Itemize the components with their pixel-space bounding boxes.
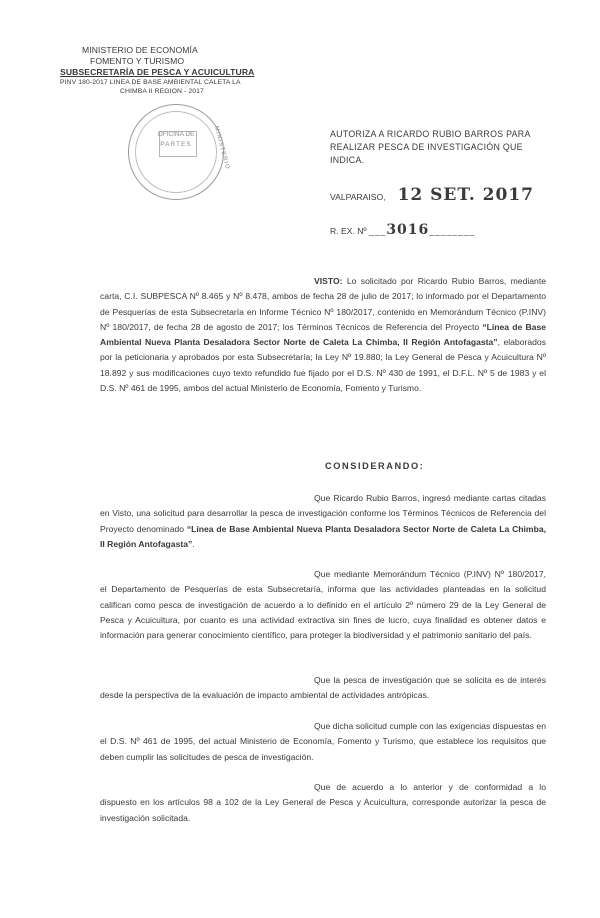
- date-label: VALPARAISO,: [330, 192, 386, 202]
- letterhead: [60, 45, 254, 96]
- considerando-4: Que dicha solicitud cumple con las exigencias dispuestas en el D.S. Nº 461 de 1995, del actual Ministerio de Economía, Fomento y Turismo, que establece los requisitos que deben cumplir las solicitudes de pesca de investigación.: [100, 721, 546, 762]
- subsecretaria-name: SUBSECRETARÍA DE PESCA Y ACUICULTURA: [60, 67, 255, 77]
- considerando-heading: CONSIDERANDO:: [325, 461, 425, 471]
- visto-text-after: , elaborados por la peticionaria y aprobados por esta Subsecretaría; la Ley Nº 19.880; la Ley General de Pesca y Acuicultura Nº 18.892 y sus modificaciones cuyo texto refundido fue fijado por el D.S. Nº 430 de 1991, el D.F.L. Nº 5 de 1983 y el D.S. Nº 461 de 1995, ambos del actual Ministerio de Economía, Fomento y Turismo.: [100, 337, 546, 394]
- considerando-1-project: “Línea de Base Ambiental Nueva Planta Desaladora Sector Norte de Caleta La Chimba, II Región Antofagasta”: [100, 523, 546, 549]
- considerando-5: Que de acuerdo a lo anterior y de conformidad a lo dispuesto en los artículos 98 a 102 de la Ley General de Pesca y Acuicultura, corresponde autorizar la pesca de investigación solicitada.: [100, 782, 546, 823]
- rex-label: R. EX. Nº: [330, 226, 367, 236]
- considerando-1: [100, 491, 546, 552]
- resolution-date: [330, 185, 534, 205]
- considerando-3: Que la pesca de investigación que se solicita es de interés desde la perspectiva de la evaluación de impacto ambiental de actividades antrópicas.: [100, 675, 546, 701]
- office-stamp: [128, 104, 231, 200]
- visto-paragraph: [100, 274, 546, 396]
- stamp-text-bottom: PARTES: [160, 141, 192, 148]
- considerando-2: Que mediante Memorándum Técnico (P.INV) Nº 180/2017, el Departamento de Pesquerías de esta Subsecretaría, informa que las actividades planteadas en la solicitud califican como pesca de investigación de acuerdo a lo definido en el artículo 2º número 29 de la Ley General de Pesca y Acuicultura, por cuanto es una actividad extractiva sin fines de lucro, cuya finalidad es obtener datos e información para generar conocimiento científico, para proteger la biodiversidad y el patrimonio sanitario del país.: [100, 569, 546, 641]
- rex-number: 3016: [386, 222, 430, 238]
- stamp-rim-text: MINISTERIO: [212, 125, 231, 171]
- reference-line-2: CHIMBA II REGION - 2017: [120, 88, 204, 95]
- visto-project-name: “Línea de Base Ambiental Nueva Planta Desaladora Sector Norte de Caleta La Chimba, II Región Antofagasta”: [100, 321, 547, 348]
- reference-line-1: PINV 180-2017 LINEA DE BASE AMBIENTAL CALETA LA: [60, 79, 241, 86]
- date-value: 12 SET. 2017: [397, 185, 534, 205]
- ministry-name: MINISTERIO DE ECONOMÍA: [82, 45, 198, 55]
- visto-text-before: Lo solicitado por Ricardo Rubio Barros, mediante carta, C.I. SUBPESCA Nº 8.465 y Nº 8.478, ambos de fecha 28 de julio de 2017; lo informado por el Departamento de Pesquerías de esta Subsecretaría en Informe Técnico Nº 180/2017, contenido en Memorándum Técnico (P.INV) Nº 180/2017, de fecha 28 de agosto de 2017; los Términos Técnicos de Referencia del Proyecto: [100, 276, 547, 332]
- considerando-1-before: Que Ricardo Rubio Barros, ingresó mediante cartas citadas en Visto, una solicitud para desarrollar la pesca de investigación conforme los Términos Técnicos de Referencia del Proyecto denominado: [100, 493, 546, 534]
- resolution-summary: AUTORIZA A RICARDO RUBIO BARROS PARA REALIZAR PESCA DE INVESTIGACIÓN QUE INDICA.: [330, 129, 531, 165]
- ministry-subtitle: FOMENTO Y TURISMO: [90, 56, 185, 66]
- stamp-text-top: OFICINA DE: [157, 131, 195, 138]
- visto-heading: VISTO:: [314, 276, 343, 286]
- resolution-number: R. EX. Nº ___3016________: [330, 222, 476, 238]
- considerando-1-after: .: [192, 538, 195, 549]
